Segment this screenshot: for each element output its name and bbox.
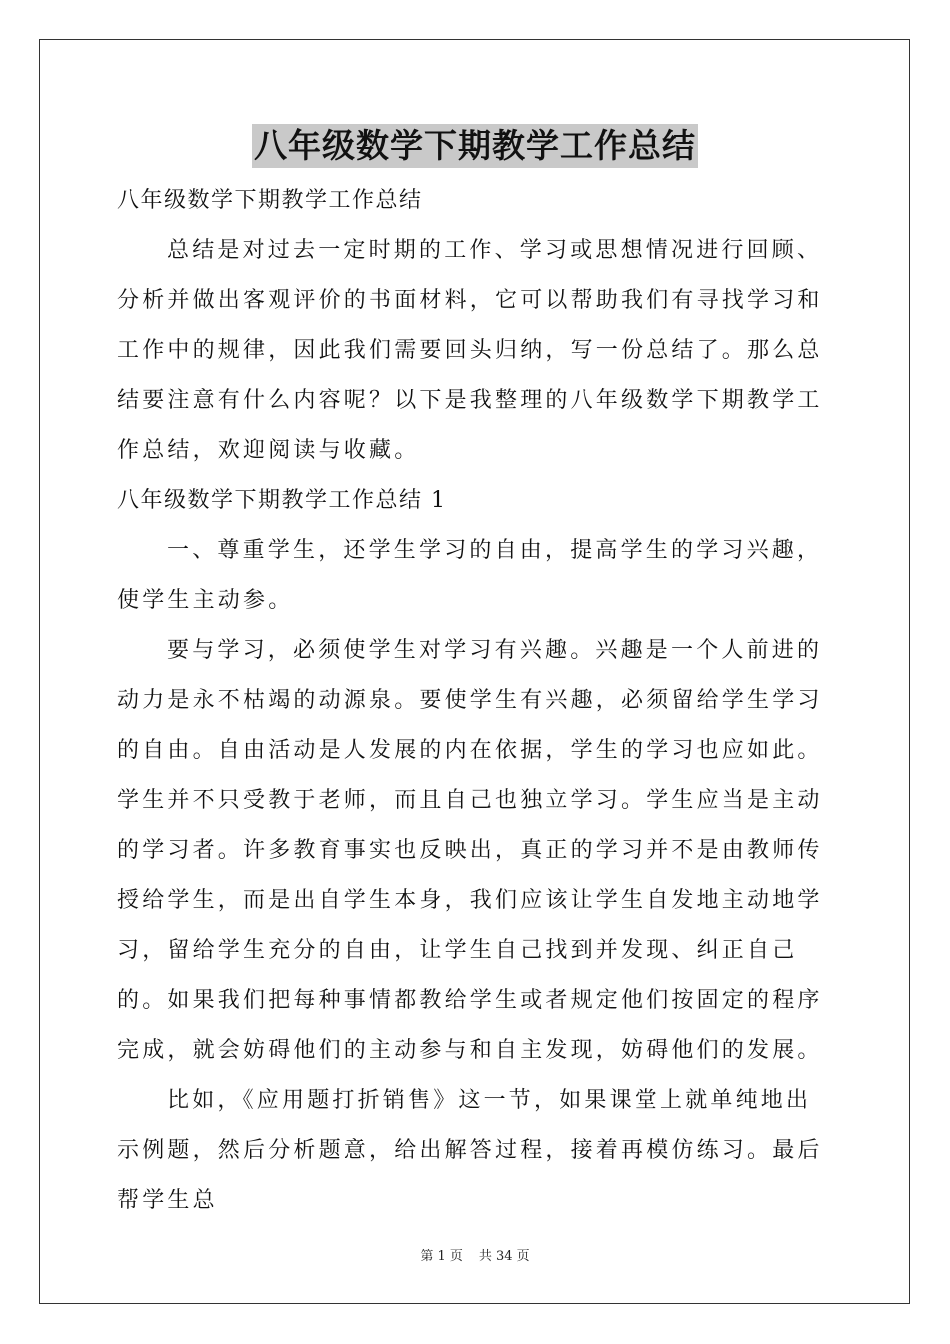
subtitle-paragraph: 八年级数学下期教学工作总结 — [117, 188, 423, 213]
title-container — [0, 124, 950, 168]
document-title: 八年级数学下期教学工作总结 — [252, 124, 698, 168]
document-body — [117, 176, 833, 1226]
intro-paragraph: 总结是对过去一定时期的工作、学习或思想情况进行回顾、分析并做出客观评价的书面材料，它可以帮助我们有寻找学习和工作中的规律，因此我们需要回头归纳，写一份总结了。那么总结要注意有什么内容呢？以下是我整理的八年级数学下期教学工作总结，欢迎阅读与收藏。 — [117, 238, 823, 463]
page-footer — [0, 1247, 950, 1267]
page-total: 共 34 页 — [478, 1249, 530, 1264]
example-paragraph: 比如，《应用题打折销售》这一节，如果课堂上就单纯地出示例题，然后分析题意，给出解答过程，接着再模仿练习。最后帮学生总 — [117, 1088, 823, 1213]
body-paragraph: 要与学习，必须使学生对学习有兴趣。兴趣是一个人前进的动力是永不枯竭的动源泉。要使学生有兴趣，必须留给学生学习的自由。自由活动是人发展的内在依据，学生的学习也应如此。学生并不只受教于老师，而且自己也独立学习。学生应当是主动的学习者。许多教育事实也反映出，真正的学习并不是由教师传授给学生，而是出自学生本身，我们应该让学生自发地主动地学习，留给学生充分的自由，让学生自己找到并发现、纠正自己的。如果我们把每种事情都教给学生或者规定他们按固定的程序完成，就会妨碍他们的主动参与和自主发现，妨碍他们的发展。 — [117, 638, 823, 1063]
page-number: 第 1 页 — [420, 1249, 463, 1264]
section-heading: 八年级数学下期教学工作总结 1 — [117, 488, 447, 513]
point-one-paragraph: 一、尊重学生，还学生学习的自由，提高学生的学习兴趣，使学生主动参。 — [117, 538, 823, 613]
